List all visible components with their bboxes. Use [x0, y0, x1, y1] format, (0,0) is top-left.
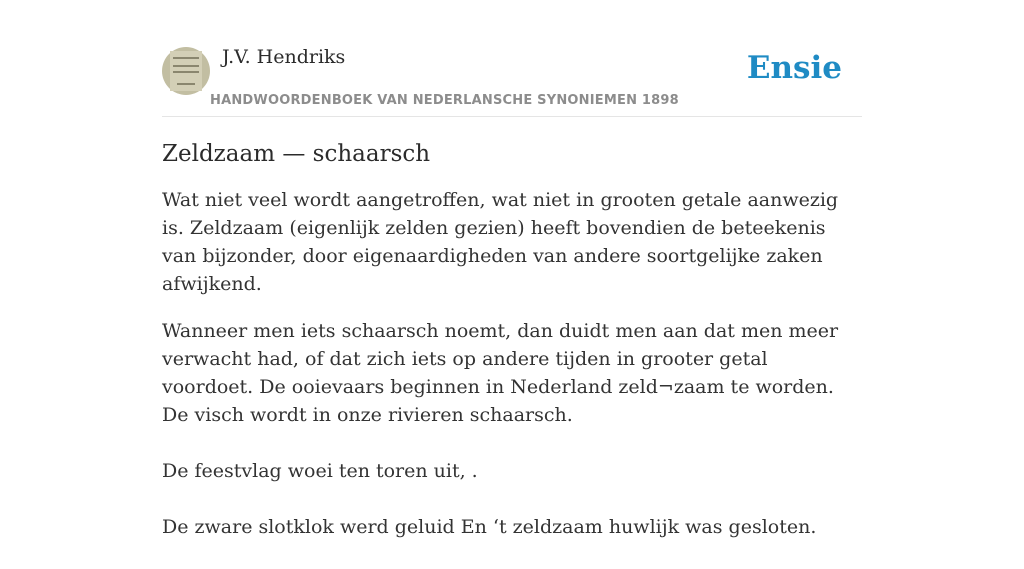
- avatar-line: [177, 83, 195, 85]
- book-cover-avatar-icon[interactable]: [162, 47, 210, 95]
- article-paragraph: Wat niet veel wordt aangetroffen, wat niet in grooten getale aanwezig is. Zeldzaam (eigenlijk zelden gezien) heeft bovendien de beteekenis van bijzonder, door eigenaardigheden van andere soortgelijke zaken afwijkend.: [162, 189, 839, 295]
- source-title[interactable]: HANDWOORDENBOEK VAN NEDERLANSCHE SYNONIEMEN 1898: [210, 93, 679, 108]
- ensie-logo[interactable]: Ensie: [746, 50, 842, 86]
- avatar-line: [173, 71, 199, 73]
- quote-line: De zware slotklok werd geluid En ‘t zeldzaam huwlijk was gesloten.: [162, 516, 817, 538]
- author-name[interactable]: J.V. Hendriks: [222, 46, 346, 68]
- article-title: Zeldzaam — schaarsch: [162, 141, 431, 167]
- avatar-line: [173, 57, 199, 59]
- page-header: [162, 44, 862, 117]
- avatar-line: [173, 65, 199, 67]
- article-paragraph: Wanneer men iets schaarsch noemt, dan duidt men aan dat men meer verwacht had, of dat zich iets op andere tijden in grooter getal voordoet. De ooievaars beginnen in Nederland zeld¬zaam te worden. De visch wordt in onze rivieren schaarsch.: [162, 320, 839, 426]
- article: [162, 138, 862, 569]
- quote-line: De feestvlag woei ten toren uit, .: [162, 460, 478, 482]
